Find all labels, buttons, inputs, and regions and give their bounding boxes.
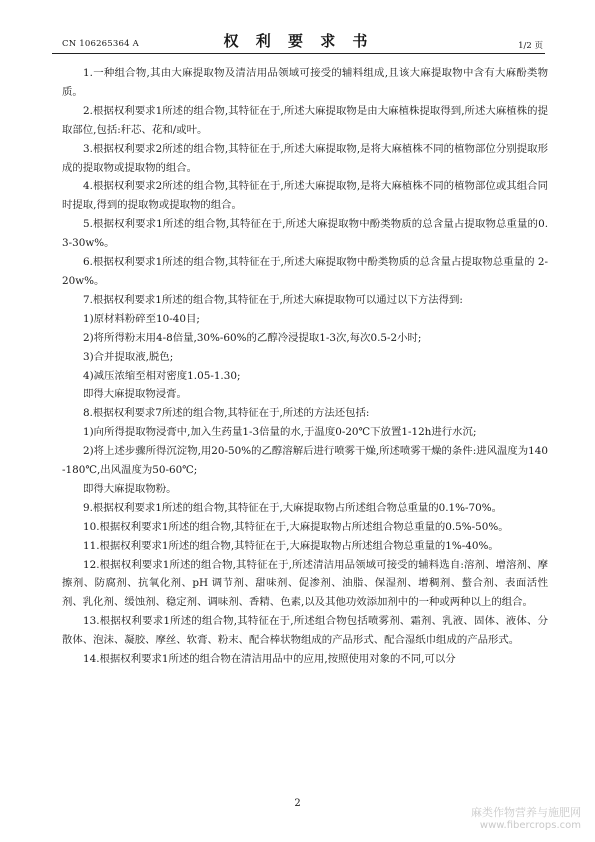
claim-12: 12.根据权利要求1所述的组合物,其特征在于,所述清洁用品领域可接受的辅料选自:溶剂、增溶剂、摩擦剂、防腐剂、抗氧化剂、pH 调节剂、甜味剂、促渗剂、油脂、保湿剂、增稠剂、螯合剂、表面活性剂、乳化剂、缓蚀剂、稳定剂、调味剂、香精、色素,以及其他功效添加剂中的一种或两种以上的组合。 xyxy=(62,558,548,609)
claims-body xyxy=(62,64,548,669)
claim-8-result: 即得大麻提取物粉。 xyxy=(83,482,177,495)
claim-8: 8.根据权利要求7所述的组合物,其特征在于,所述的方法还包括: xyxy=(83,407,370,420)
claim-8-step-1: 1)向所得提取物浸膏中,加入生药量1-3倍量的水,于温度0-20℃下放置1-12h进行水沉; xyxy=(83,426,477,439)
watermark-site-name: 麻类作物营养与施肥网 xyxy=(471,806,581,819)
claim-7-step-4: 4)减压浓缩至相对密度1.05-1.30; xyxy=(83,369,241,382)
claim-14: 14.根据权利要求1所述的组合物在清洁用品中的应用,按照使用对象的不同,可以分 xyxy=(83,653,456,666)
claim-10: 10.根据权利要求1所述的组合物,其特征在于,大麻提取物占所述组合物总重量的0.5%-50%。 xyxy=(83,520,509,533)
claim-1: 1.一种组合物,其由大麻提取物及清洁用品领域可接受的辅料组成,且该大麻提取物中含有大麻酚类物质。 xyxy=(62,67,548,98)
claim-7-step-1: 1)原材料粉碎至10-40目; xyxy=(83,312,200,325)
page-number: 2 xyxy=(294,798,301,809)
claim-8-step-2: 2)将上述步骤所得沉淀物,用20-50%的乙醇溶解后进行喷雾干燥,所述喷雾干燥的条件:进风温度为140-180℃,出风温度为50-60℃; xyxy=(62,445,548,477)
claim-7-step-3: 3)合并提取液,脱色; xyxy=(83,350,174,363)
claim-3: 3.根据权利要求2所述的组合物,其特征在于,所述大麻提取物,是将大麻植株不同的植物部位分别提取形成的提取物或提取物的组合。 xyxy=(62,142,548,174)
claim-13: 13.根据权利要求1所述的组合物,其特征在于,所述组合物包括喷雾剂、霜剂、乳液、固体、液体、分散体、泡沫、凝胶、摩丝、软膏、粉末、配合棒状物组成的产品形式、配合湿纸巾组成的产品形式。 xyxy=(62,615,548,647)
page-indicator: 1/2 页 xyxy=(518,41,543,51)
page-header xyxy=(52,26,545,52)
claim-4: 4.根据权利要求2所述的组合物,其特征在于,所述大麻提取物,是将大麻植株不同的植物部位或其组合同时提取,得到的提取物或提取物的组合。 xyxy=(62,180,548,212)
claim-7-step-2: 2)将所得粉末用4-8倍量,30%-60%的乙醇冷浸提取1-3次,每次0.5-2小时; xyxy=(83,331,422,344)
claim-7: 7.根据权利要求1所述的组合物,其特征在于,所述大麻提取物可以通过以下方法得到: xyxy=(83,293,463,306)
claim-5: 5.根据权利要求1所述的组合物,其特征在于,所述大麻提取物中酚类物质的总含量占提取物总重量的0.3-30w%。 xyxy=(62,218,548,250)
claim-9: 9.根据权利要求1所述的组合物,其特征在于,大麻提取物占所述组合物总重量的0.1%-70%。 xyxy=(83,501,503,514)
document-title: 权 利 要 求 书 xyxy=(223,32,374,50)
watermark-url: www.fibercrops.com xyxy=(479,820,581,831)
claim-7-result: 即得大麻提取物浸膏。 xyxy=(83,388,187,401)
claim-6: 6.根据权利要求1所述的组合物,其特征在于,所述大麻提取物中酚类物质的总含量占提取物总重量的 2-20w%。 xyxy=(62,256,548,287)
claim-11: 11.根据权利要求1所述的组合物,其特征在于,大麻提取物占所述组合物总重量的1%-40%。 xyxy=(83,539,499,552)
claim-2: 2.根据权利要求1所述的组合物,其特征在于,所述大麻提取物是由大麻植株提取得到,所述大麻植株的提取部位,包括:秆芯、花和/或叶。 xyxy=(62,104,548,136)
patent-number: CN 106265364 A xyxy=(62,39,139,49)
header-divider xyxy=(52,53,545,54)
